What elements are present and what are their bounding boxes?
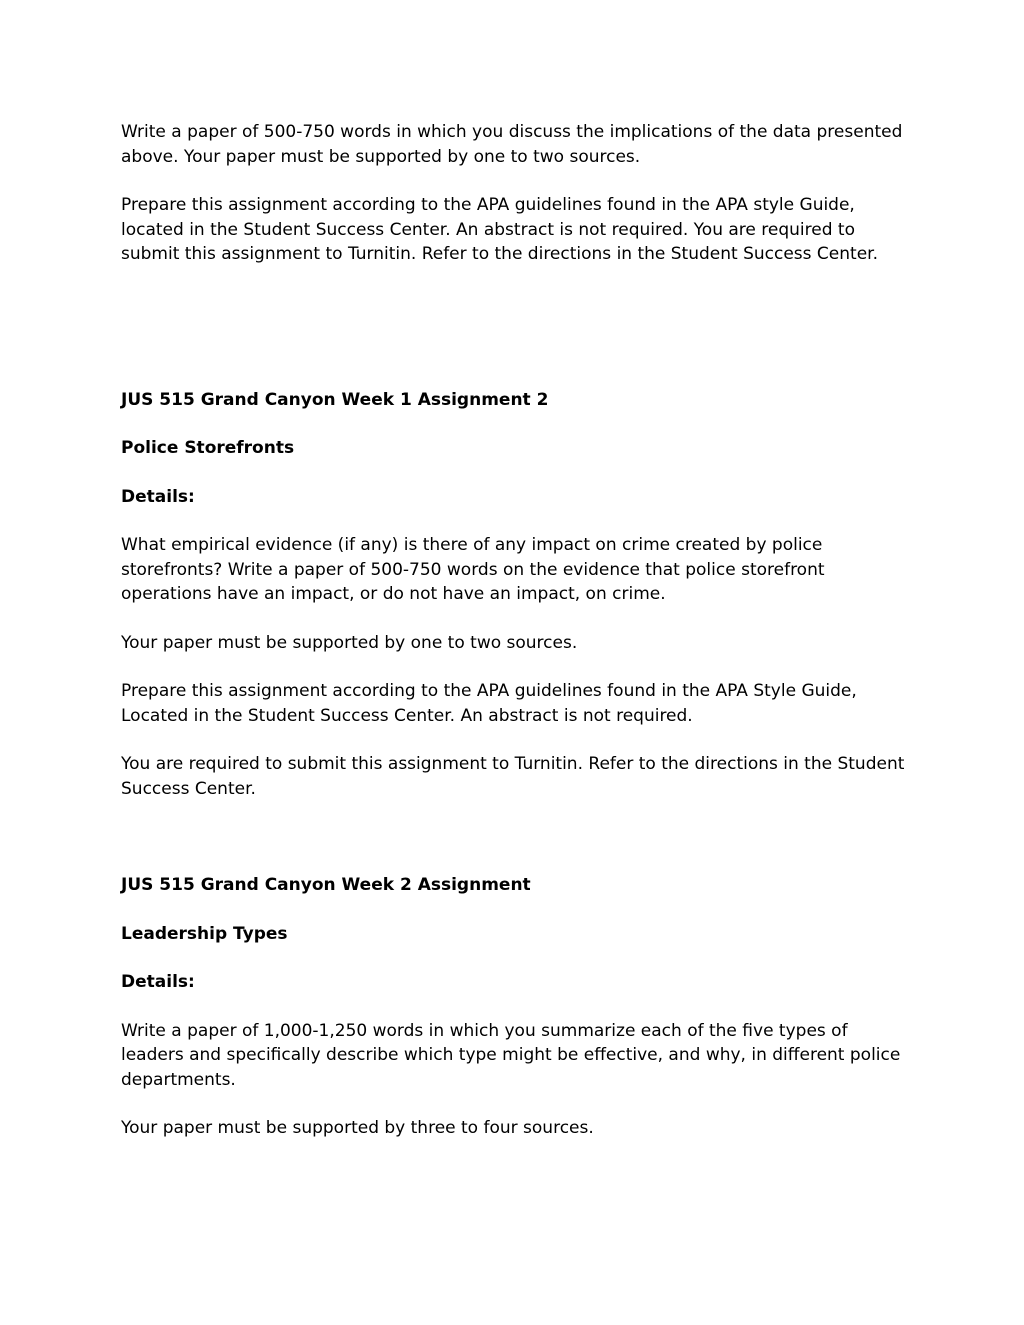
assignment-1-title: Police Storefronts	[121, 438, 295, 458]
assignment-2-heading: JUS 515 Grand Canyon Week 2 Assignment	[121, 875, 531, 895]
assignment-2-title: Leadership Types	[121, 923, 288, 944]
document-page	[121, 120, 906, 1141]
assignment-1-paragraph-2: Your paper must be supported by one to two sources.	[121, 632, 578, 653]
assignment-1-paragraph-3: Prepare this assignment according to the APA guidelines found in the APA Style Guide, Located in the Student Success Center. An abstract is not required.	[121, 681, 857, 726]
assignment-1-paragraph-4: You are required to submit this assignment to Turnitin. Refer to the directions in the Student Success Center.	[121, 754, 905, 799]
assignment-1-details-label: Details:	[121, 486, 195, 507]
intro-paragraph-2: Prepare this assignment according to the APA guidelines found in the APA style Guide, located in the Student Success Center. An abstract is not required. You are required to submit this assignment to Turnitin. Refer to the directions in the Student Success Center.	[121, 195, 878, 264]
assignment-1-paragraph-1: What empirical evidence (if any) is there of any impact on crime created by police storefronts? Write a paper of 500-750 words on the evidence that police storefront operations have an impact, or do not have an impact, on crime.	[121, 535, 825, 604]
intro-paragraph-1: Write a paper of 500-750 words in which you discuss the implications of the data presented above. Your paper must be supported by one to two sources.	[121, 122, 903, 167]
assignment-2-details-label: Details:	[121, 972, 195, 992]
assignment-2-paragraph-2: Your paper must be supported by three to four sources.	[121, 1118, 594, 1138]
assignment-2-paragraph-1: Write a paper of 1,000-1,250 words in which you summarize each of the five types of leaders and specifically describe which type might be effective, and why, in different police departments.	[121, 1020, 901, 1090]
assignment-1-heading: JUS 515 Grand Canyon Week 1 Assignment 2	[121, 389, 549, 410]
